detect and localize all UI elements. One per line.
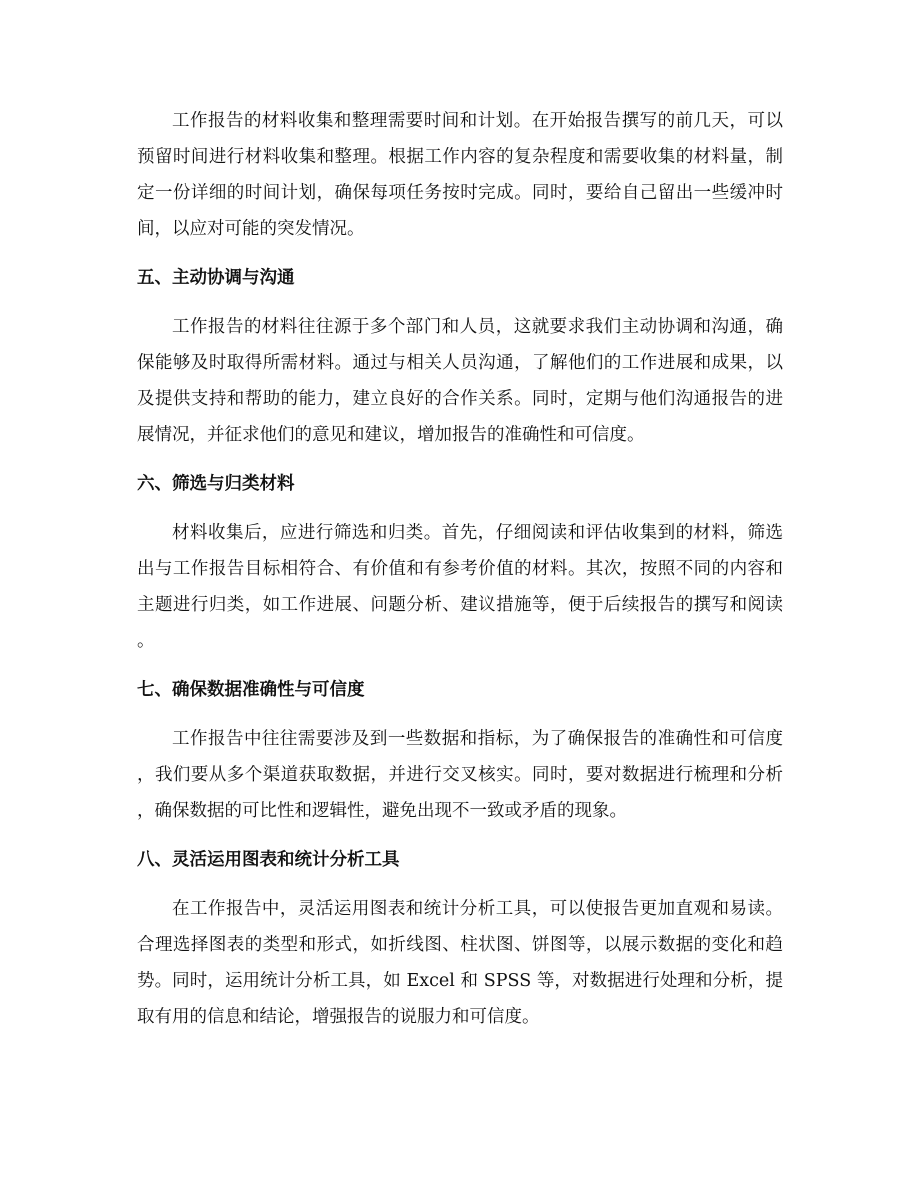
paragraph-line: 势。同时，运用统计分析工具，如 Excel 和 SPSS 等，对数据进行处理和分析，提 (137, 971, 783, 991)
paragraph-line: 。 (137, 631, 155, 651)
paragraph-line: 工作报告的材料往往源于多个部门和人员，这就要求我们主动协调和沟通，确 (172, 317, 783, 337)
section-heading: 八、灵活运用图表和统计分析工具 (137, 850, 400, 870)
paragraph-line: 合理选择图表的类型和形式，如折线图、柱状图、饼图等，以展示数据的变化和趋 (137, 935, 783, 955)
paragraph-line: 及提供支持和帮助的能力，建立良好的合作关系。同时，定期与他们沟通报告的进 (137, 389, 783, 409)
paragraph-line: 在工作报告中，灵活运用图表和统计分析工具，可以使报告更加直观和易读。 (172, 899, 783, 919)
section-heading: 五、主动协调与沟通 (137, 268, 295, 288)
paragraph-line: 定一份详细的时间计划，确保每项任务按时完成。同时，要给自己留出一些缓冲时 (137, 183, 783, 203)
paragraph-line: ，我们要从多个渠道获取数据，并进行交叉核实。同时，要对数据进行梳理和分析 (137, 765, 783, 785)
paragraph-line: 取有用的信息和结论，增强报告的说服力和可信度。 (137, 1007, 540, 1027)
paragraph (137, 309, 783, 453)
paragraph-line: 预留时间进行材料收集和整理。根据工作内容的复杂程度和需要收集的材料量，制 (137, 147, 783, 167)
section-heading: 六、筛选与归类材料 (137, 474, 295, 494)
paragraph-line: 展情况，并征求他们的意见和建议，增加报告的准确性和可信度。 (137, 425, 645, 445)
paragraph-line: 间，以应对可能的突发情况。 (137, 219, 365, 239)
paragraph (137, 721, 783, 829)
section-heading: 七、确保数据准确性与可信度 (137, 680, 365, 700)
paragraph-line: 主题进行归类，如工作进展、问题分析、建议措施等，便于后续报告的撰写和阅读 (137, 595, 783, 615)
paragraph-line: 出与工作报告目标相符合、有价值和有参考价值的材料。其次，按照不同的内容和 (137, 559, 783, 579)
paragraph (137, 103, 783, 247)
paragraph-line: ，确保数据的可比性和逻辑性，避免出现不一致或矛盾的现象。 (137, 801, 627, 821)
paragraph-line: 工作报告中往往需要涉及到一些数据和指标，为了确保报告的准确性和可信度 (172, 729, 783, 749)
document-body (137, 103, 783, 1035)
paragraph-line: 工作报告的材料收集和整理需要时间和计划。在开始报告撰写的前几天，可以 (172, 111, 783, 131)
paragraph (137, 891, 783, 1035)
paragraph (137, 515, 783, 659)
paragraph-line: 材料收集后，应进行筛选和归类。首先，仔细阅读和评估收集到的材料，筛选 (172, 523, 783, 543)
paragraph-line: 保能够及时取得所需材料。通过与相关人员沟通，了解他们的工作进展和成果，以 (137, 353, 783, 373)
